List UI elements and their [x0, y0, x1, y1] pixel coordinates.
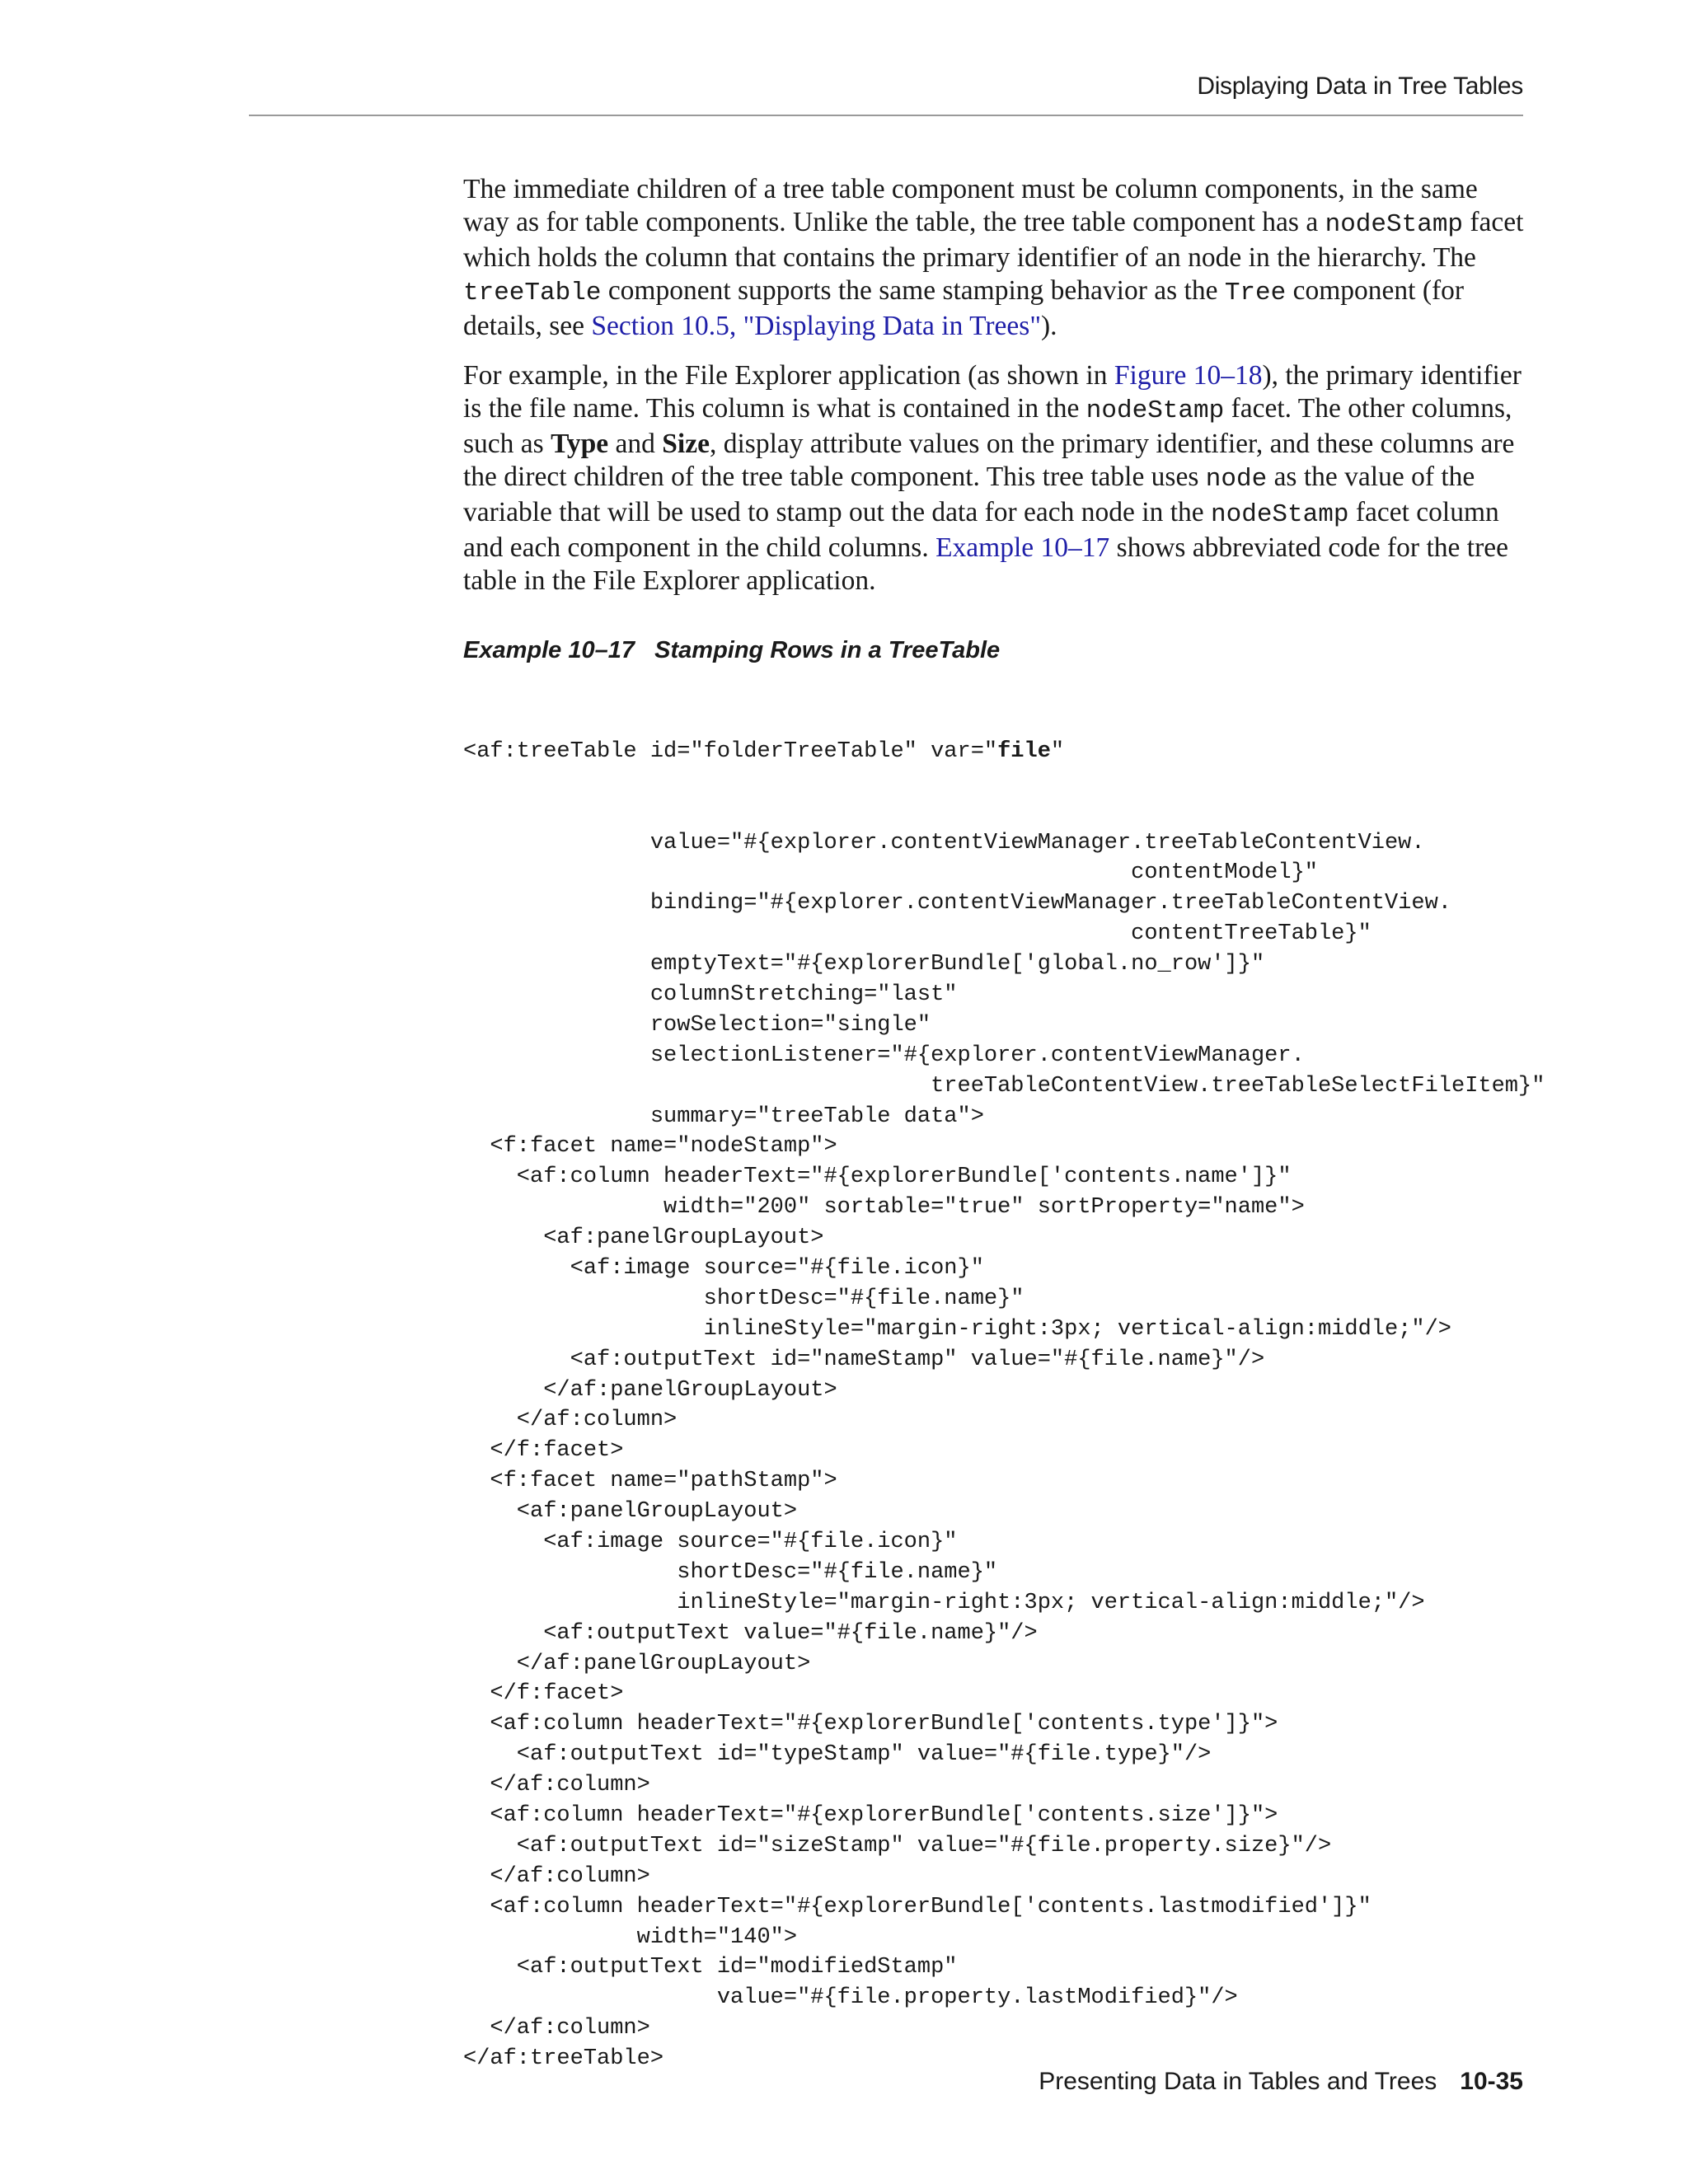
code-line: <af:column headerText="#{explorerBundle['contents.name']}" [463, 1165, 1292, 1190]
text-run: component (for details, see [463, 275, 1465, 341]
code-line [463, 737, 1526, 767]
code-line: <af:outputText value="#{file.name}"/> [463, 1620, 1038, 1646]
link-figure-10-18[interactable]: Figure 10–18 [1114, 360, 1263, 391]
text-run: The immediate children of a tree table component must be column components, in the same way as for table components. Unlike the table, the tree table component has a [463, 174, 1478, 237]
code-line: <af:panelGroupLayout> [463, 1226, 824, 1251]
code-line: value="#{explorer.contentViewManager.treeTableContentView. [463, 830, 1425, 855]
code-line: <af:panelGroupLayout> [463, 1499, 798, 1525]
code-line: </f:facet> [463, 1438, 624, 1464]
running-footer [1039, 2068, 1523, 2096]
code-line: </af:panelGroupLayout> [463, 1377, 837, 1403]
code-line: </af:panelGroupLayout> [463, 1651, 811, 1676]
code-var-file: file [997, 738, 1051, 764]
code-text: " [1050, 738, 1065, 764]
code-line: <af:outputText id="typeStamp" value="#{file.type}"/> [463, 1742, 1212, 1768]
text-run: facet column and each component in the child columns. [463, 497, 1499, 563]
code-line: </af:column> [463, 1863, 650, 1889]
code-line: inlineStyle="margin-right:3px; vertical-align:middle;"/> [463, 1590, 1425, 1615]
example-title: Stamping Rows in a TreeTable [654, 637, 1001, 663]
code-listing [463, 676, 1545, 2074]
code-line: inlineStyle="margin-right:3px; vertical-align:middle;"/> [463, 1316, 1451, 1342]
text-run: facet. The other columns, such as [463, 393, 1512, 459]
code-line: treeTableContentView.treeTableSelectFileItem}" [463, 1073, 1545, 1099]
code-line: <af:outputText id="modifiedStamp" [463, 1955, 958, 1980]
code-line: value="#{file.property.lastModified}"/> [463, 1985, 1238, 2011]
code-line: contentModel}" [463, 860, 1318, 886]
code-line: <af:outputText id="sizeStamp" value="#{file.property.size}"/> [463, 1833, 1332, 1858]
text-run: as the value of the variable that will be used to stamp out the data for each node in the [463, 462, 1475, 527]
text-run: and [608, 429, 663, 459]
code-line: columnStretching="last" [463, 982, 958, 1007]
code-line: shortDesc="#{file.name}" [463, 1559, 998, 1585]
text-run: shows abbreviated code for the tree table in the File Explorer application. [463, 532, 1508, 596]
code-line: width="140"> [463, 1924, 798, 1950]
text-run: facet which holds the column that contains the primary identifier of an node in the hierarchy. The [463, 207, 1524, 273]
code-line: <af:column headerText="#{explorerBundle['contents.type']}"> [463, 1712, 1278, 1737]
code-line: binding="#{explorer.contentViewManager.treeTableContentView. [463, 891, 1451, 916]
code-line: <af:column headerText="#{explorerBundle['contents.lastmodified']}" [463, 1894, 1372, 1919]
footer-chapter-title: Presenting Data in Tables and Trees [1039, 2068, 1437, 2095]
text-run: ), the primary identifier is the file name. This column is what is contained in the [463, 360, 1522, 424]
text-run: ). [1041, 311, 1057, 341]
code-line: <af:column headerText="#{explorerBundle['contents.size']}"> [463, 1803, 1278, 1829]
code-line: width="200" sortable="true" sortProperty="name"> [463, 1195, 1305, 1221]
code-term-nodestamp: nodeStamp [1085, 396, 1225, 425]
code-line: </f:facet> [463, 1681, 624, 1707]
code-line: </af:column> [463, 2016, 650, 2041]
text-run: component supports the same stamping behavior as the [601, 275, 1225, 306]
code-line: <af:image source="#{file.icon}" [463, 1530, 958, 1554]
bold-term-size: Size [662, 429, 710, 459]
code-line: rowSelection="single" [463, 1012, 931, 1038]
paragraph-example-description [463, 359, 1526, 598]
code-text: <af:treeTable id="folderTreeTable" var=" [463, 738, 998, 764]
code-line: contentTreeTable}" [463, 921, 1372, 947]
code-line: </af:column> [463, 1773, 650, 1798]
code-line: emptyText="#{explorerBundle['global.no_row']}" [463, 952, 1265, 977]
header-divider [249, 115, 1523, 116]
code-term-treetable: treeTable [463, 279, 602, 307]
code-line: </af:treeTable> [463, 2046, 664, 2072]
code-line: summary="treeTable data"> [463, 1104, 984, 1129]
code-line: <af:outputText id="nameStamp" value="#{file.name}"/> [463, 1347, 1265, 1372]
code-term-node: node [1205, 465, 1268, 494]
code-line: <f:facet name="pathStamp"> [463, 1469, 837, 1494]
code-line: <af:image source="#{file.icon}" [463, 1255, 984, 1281]
code-term-nodestamp: nodeStamp [1325, 210, 1464, 239]
running-header: Displaying Data in Tree Tables [1197, 73, 1523, 100]
page-content [463, 173, 1545, 2074]
paragraph-intro [463, 173, 1526, 343]
code-line: </af:column> [463, 1408, 678, 1433]
code-line: shortDesc="#{file.name}" [463, 1286, 1025, 1311]
example-caption [463, 637, 1526, 664]
example-label: Example 10–17 [463, 637, 635, 663]
code-term-nodestamp: nodeStamp [1211, 500, 1349, 529]
text-run: , display attribute values on the primary identifier, and these columns are the direct children of the tree table component. This tree table uses [463, 429, 1515, 492]
link-section-10-5[interactable]: Section 10.5, "Displaying Data in Trees" [591, 311, 1041, 341]
code-term-tree: Tree [1224, 279, 1287, 307]
code-line: selectionListener="#{explorer.contentViewManager. [463, 1043, 1305, 1068]
link-example-10-17[interactable]: Example 10–17 [935, 532, 1110, 563]
text-run: For example, in the File Explorer application (as shown in [463, 360, 1114, 391]
code-line: <f:facet name="nodeStamp"> [463, 1134, 837, 1160]
page-number: 10-35 [1460, 2068, 1523, 2095]
bold-term-type: Type [551, 429, 609, 459]
